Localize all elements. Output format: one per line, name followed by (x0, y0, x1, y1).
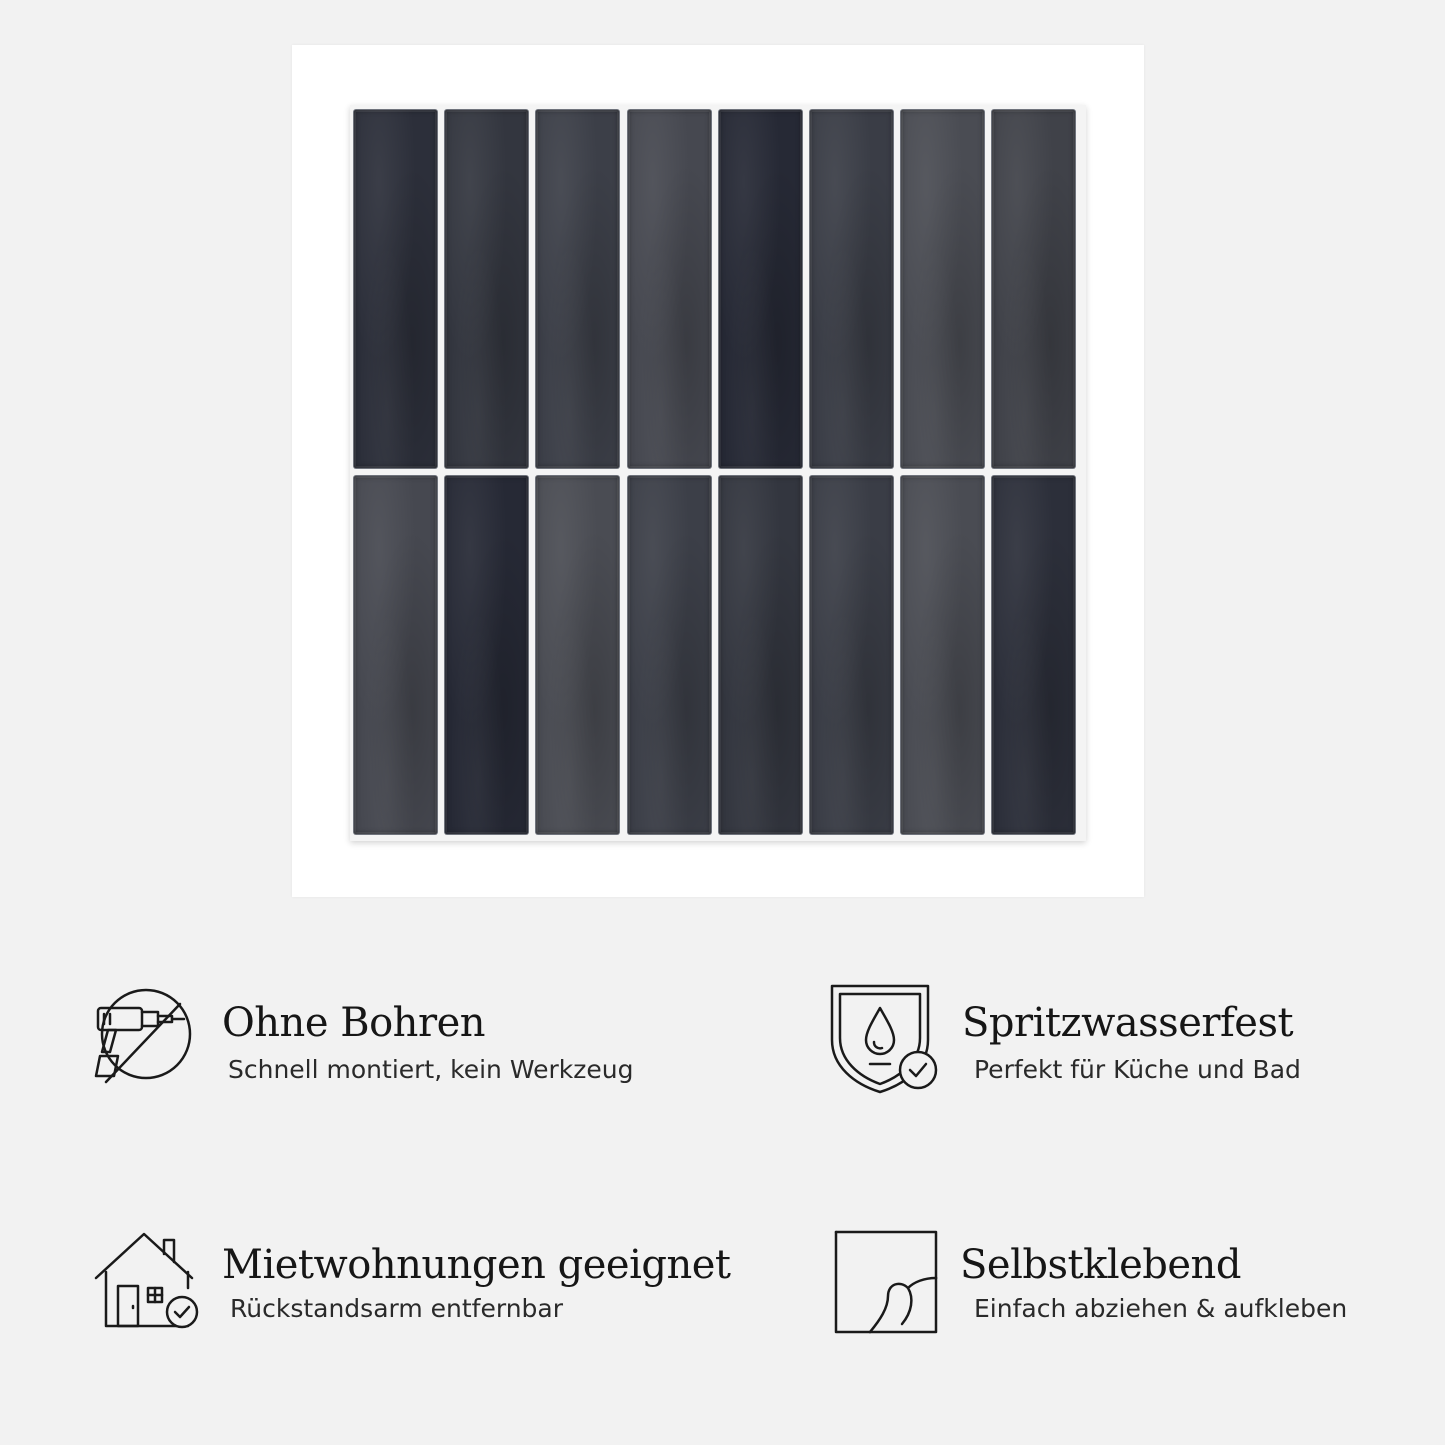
no-drill-icon (88, 986, 208, 1086)
tile (992, 110, 1075, 468)
feature-subtitle: Einfach abziehen & aufkleben (974, 1294, 1348, 1323)
feature-title: Spritzwasserfest (962, 1000, 1294, 1046)
feature-subtitle: Perfekt für Küche und Bad (974, 1055, 1301, 1084)
product-image (292, 45, 1144, 897)
tile (628, 110, 711, 468)
tile (901, 476, 984, 834)
tile (719, 110, 802, 468)
tile-sheet (350, 105, 1086, 841)
house-check-icon (92, 1228, 212, 1338)
tile (901, 110, 984, 468)
tile (536, 110, 619, 468)
tile (719, 476, 802, 834)
feature-title: Mietwohnungen geeignet (222, 1242, 731, 1288)
tile (992, 476, 1075, 834)
tile (354, 110, 437, 468)
feature-subtitle: Schnell montiert, kein Werkzeug (228, 1055, 634, 1084)
water-shield-icon (826, 980, 946, 1100)
feature-title: Ohne Bohren (222, 1000, 485, 1046)
peel-sticker-icon (832, 1228, 942, 1338)
tile (628, 476, 711, 834)
tile (354, 476, 437, 834)
feature-title: Selbstklebend (960, 1242, 1241, 1288)
tile (445, 476, 528, 834)
tile (445, 110, 528, 468)
tile (810, 110, 893, 468)
feature-subtitle: Rückstandsarm entfernbar (230, 1294, 564, 1323)
tile (810, 476, 893, 834)
tile (536, 476, 619, 834)
